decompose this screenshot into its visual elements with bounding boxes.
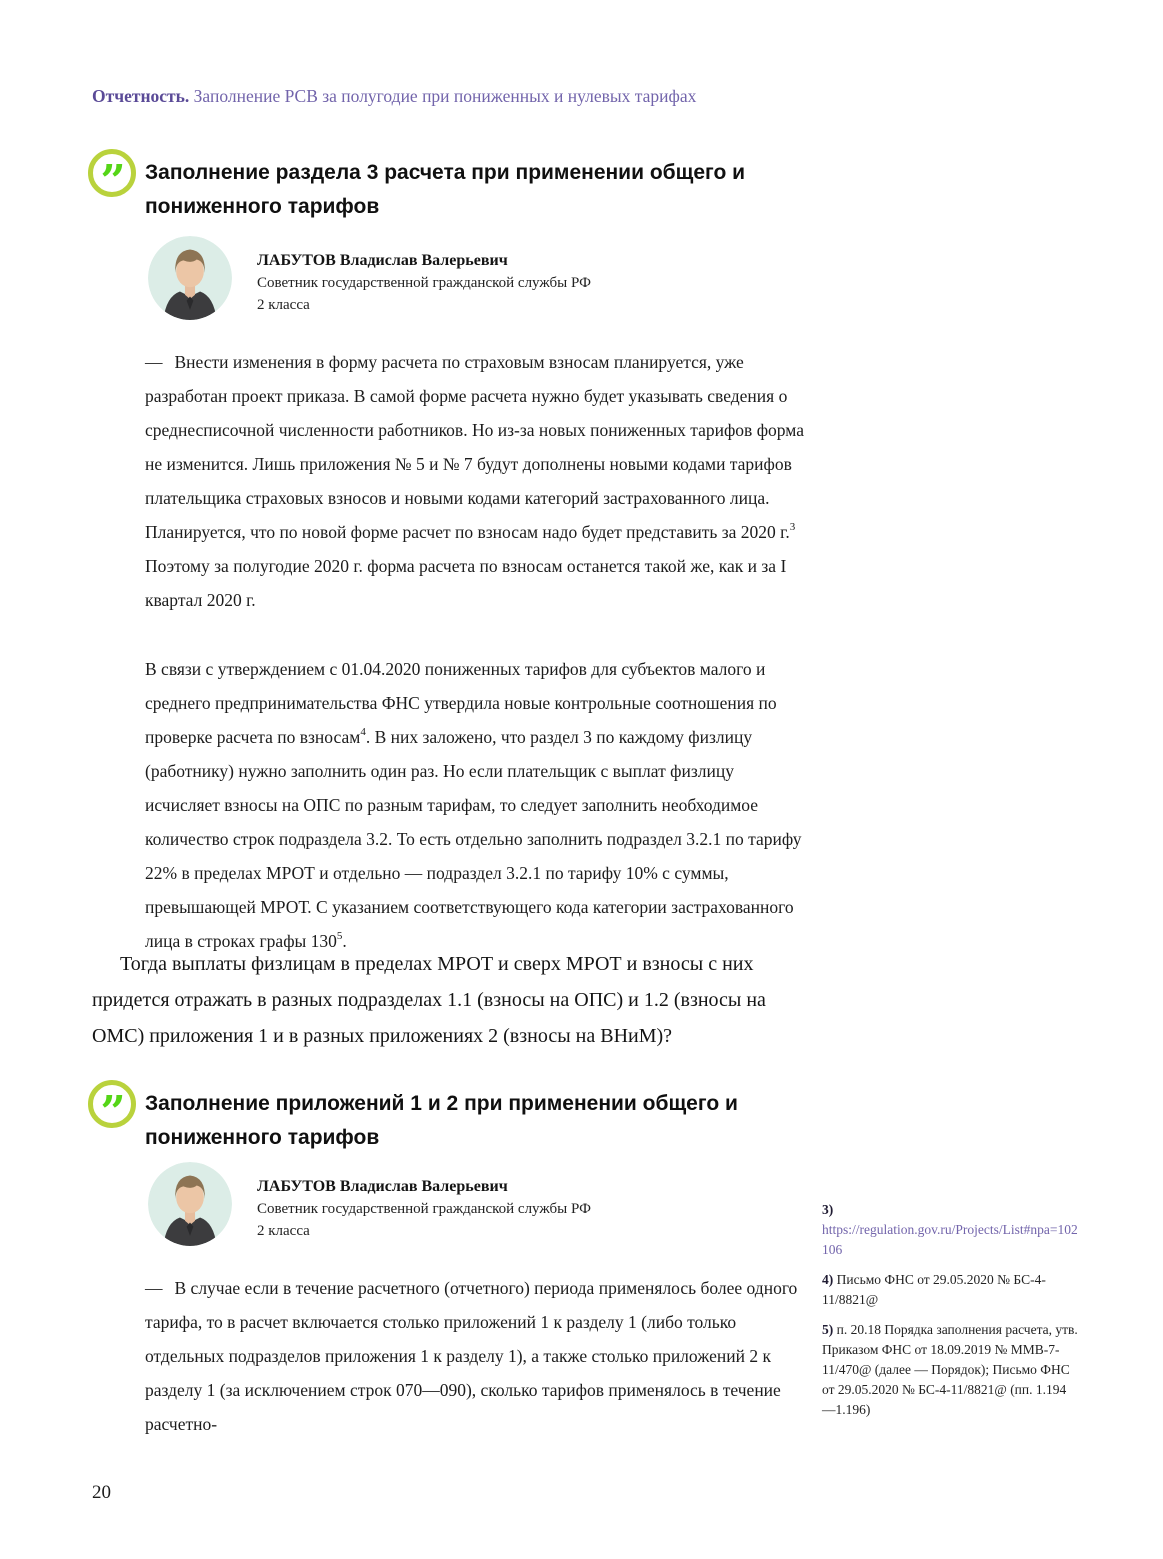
paragraph-text: В случае если в течение расчетного (отчетного) периода применялось более одного тарифа, то в расчет включается столько приложений 1 к разделу 1 (либо только отдельных подразделов приложения 1 к разделу 1), а также столько приложений 2 к разделу 1 (за исключением строк 070—090), сколько тарифов применялось в течение расчетно- <box>145 1278 798 1434</box>
footnote-ref-4: 4 <box>360 726 366 739</box>
question-paragraph: Тогда выплаты физлицам в пределах МРОТ и сверх МРОТ и взносы с них придется отражать в разных подразделах 1.1 (взносы на ОПС) и 1.2 (взносы на ОМС) приложения 1 и в разных приложениях 2 (взносы на ВНиМ)? <box>92 953 766 1047</box>
footnote-text: Письмо ФНС от 29.05.2020 № БС-4-11/8821@ <box>822 1272 1046 1307</box>
footnote-ref-3: 3 <box>789 521 796 534</box>
paragraph-text: Внести изменения в форму расчета по страховым взносам планируется, уже разработан проект приказа. В самой форме расчета нужно будет указывать сведения о среднесписочной численности работников. Но из-за новых пониженных тарифов форма не изменится. Лишь приложения № 5 и № 7 будут дополнены новыми кодами тарифов плательщика страховых взносов и новыми кодами категорий застрахованного лица. Планируется, что по новой форме расчет по взносам надо будет представить за 2020 г. <box>145 352 804 542</box>
section2-heading: Заполнение приложений 1 и 2 при применении общего и пониженного тарифов <box>145 1092 738 1149</box>
answer-paragraph-1 <box>145 345 809 617</box>
paragraph-text: В связи с утверждением с 01.04.2020 пониженных тарифов для субъектов малого и среднего предпринимательства ФНС утвердила новые контрольные соотношения по проверке расчета по взносам <box>145 659 777 747</box>
expert-class: 2 класса <box>257 297 310 313</box>
quote-icon: ” <box>88 149 136 197</box>
footnote-4 <box>822 1270 1078 1310</box>
expert-card-2 <box>148 1162 591 1246</box>
expert-info <box>257 1162 591 1242</box>
em-dash: — <box>145 352 163 372</box>
page-number: 20 <box>92 1482 111 1503</box>
paragraph-text: . <box>342 931 347 951</box>
answer-paragraph-3 <box>145 1271 809 1441</box>
footnote-3-link[interactable]: https://regulation.gov.ru/Projects/List#npa=102106 <box>822 1222 1078 1257</box>
expert-card-1 <box>148 236 591 320</box>
expert-class: 2 класса <box>257 1223 310 1239</box>
paragraph-text: . В них заложено, что раздел 3 по каждому физлицу (работнику) нужно заполнить один раз. Но если плательщик с выплат физлицу исчисляет взносы на ОПС по разным тарифам, то следует заполнить необходимое количество строк подраздела 3.2. То есть отдельно заполнить подраздел 3.2.1 по тарифу 22% в пределах МРОТ и отдельно — подраздел 3.2.1 по тарифу 10% с суммы, превышающей МРОТ. С указанием соответствующего кода категории застрахованного лица в строках графы 130 <box>145 727 802 951</box>
footnote-marker: 4) <box>822 1272 834 1287</box>
expert-info <box>257 236 591 316</box>
footnote-marker: 5) <box>822 1322 834 1337</box>
expert-name: ЛАБУТОВ Владислав Валерьевич <box>257 252 508 269</box>
footnotes-sidebar <box>822 1200 1078 1430</box>
footnote-3 <box>822 1200 1078 1260</box>
expert-name: ЛАБУТОВ Владислав Валерьевич <box>257 1178 508 1195</box>
expert-role: Советник государственной гражданской службы РФ <box>257 1201 591 1217</box>
expert-avatar <box>148 1162 232 1246</box>
paragraph-text: Поэтому за полугодие 2020 г. форма расчета по взносам останется такой же, как и за I квартал 2020 г. <box>145 556 787 610</box>
footnote-text: п. 20.18 Порядка заполнения расчета, утв. Приказом ФНС от 18.09.2019 № ММВ-7-11/470@ (далее — Порядок); Письмо ФНС от 29.05.2020 № БС-4-11/8821@ (пп. 1.194—1.196) <box>822 1322 1078 1417</box>
footnote-ref-5: 5 <box>336 930 343 943</box>
running-head <box>92 84 972 108</box>
section1-heading: Заполнение раздела 3 расчета при применении общего и пониженного тарифов <box>145 161 746 218</box>
footnote-5 <box>822 1320 1078 1420</box>
em-dash: — <box>145 1278 163 1298</box>
expert-role: Советник государственной гражданской службы РФ <box>257 275 591 291</box>
footnote-marker: 3) <box>822 1202 834 1217</box>
article-title: Заполнение РСВ за полугодие при пониженных и нулевых тарифах <box>189 86 697 106</box>
answer-paragraph-2 <box>145 652 809 958</box>
quote-icon: ” <box>88 1080 136 1128</box>
rubric-label: Отчетность. <box>92 86 190 106</box>
expert-avatar <box>148 236 232 320</box>
